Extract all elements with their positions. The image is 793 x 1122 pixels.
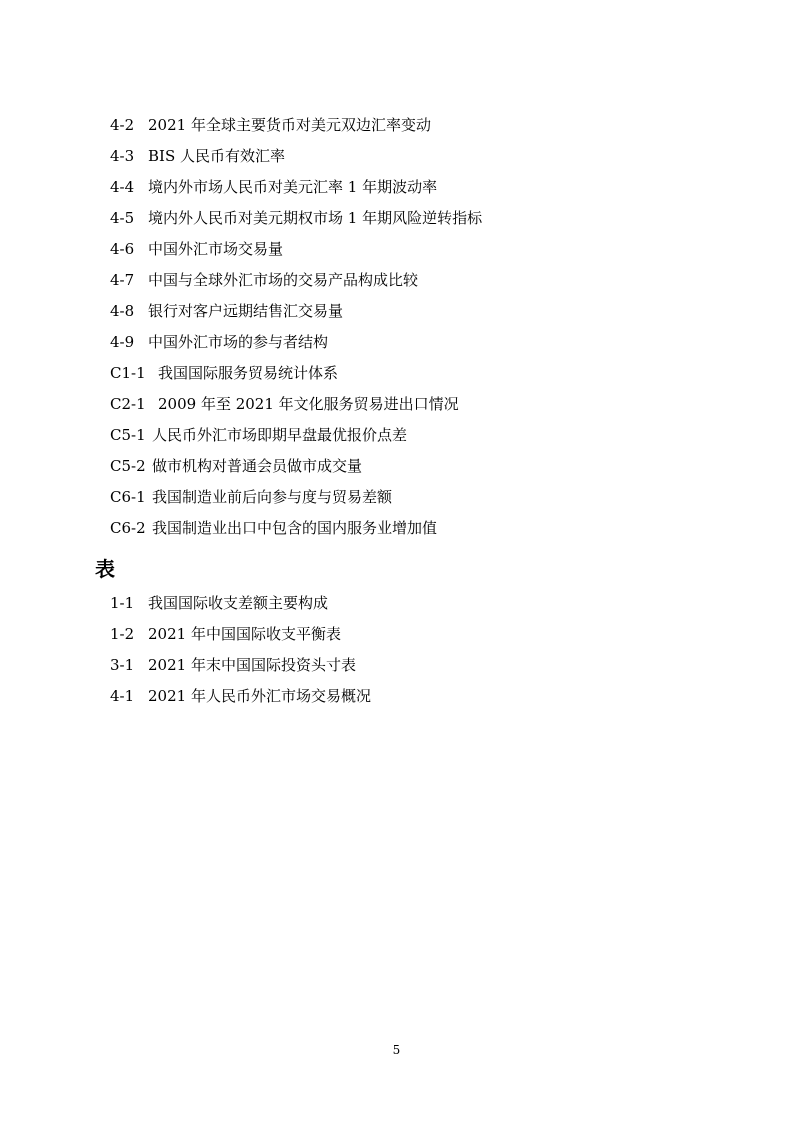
figure-title: 我国制造业前后向参与度与贸易差额 (152, 488, 393, 506)
figure-number: C6-2 (110, 519, 146, 537)
figure-entry (0, 298, 793, 329)
figure-entry (0, 174, 793, 205)
table-number: 1-2 (110, 625, 135, 643)
figure-entry (0, 143, 793, 174)
table-entry (0, 590, 793, 621)
figure-entry (0, 484, 793, 515)
figure-title: 2021 年全球主要货币对美元双边汇率变动 (148, 116, 431, 134)
table-number: 4-1 (110, 687, 135, 705)
figure-entry (0, 236, 793, 267)
figure-title: 银行对客户远期结售汇交易量 (148, 302, 344, 320)
figure-number: C6-1 (110, 488, 146, 506)
figure-title: 做市机构对普通会员做市成交量 (152, 457, 363, 475)
figure-number: 4-9 (110, 333, 135, 351)
figure-title: 2009 年至 2021 年文化服务贸易进出口情况 (158, 395, 459, 413)
figure-title: 中国外汇市场交易量 (148, 240, 284, 258)
figure-number: C2-1 (110, 395, 146, 413)
figure-title: 中国与全球外汇市场的交易产品构成比较 (148, 271, 419, 289)
figure-list (0, 112, 793, 546)
table-title: 我国国际收支差额主要构成 (148, 594, 329, 612)
figure-title: 境内外人民币对美元期权市场 1 年期风险逆转指标 (148, 209, 483, 227)
tables-section-heading: 表 (95, 557, 115, 581)
table-number: 3-1 (110, 656, 135, 674)
figure-title: 人民币外汇市场即期早盘最优报价点差 (152, 426, 408, 444)
figure-title: 我国国际服务贸易统计体系 (158, 364, 339, 382)
figure-title: 我国制造业出口中包含的国内服务业增加值 (152, 519, 438, 537)
table-title: 2021 年中国国际收支平衡表 (148, 625, 341, 643)
figure-number: 4-8 (110, 302, 135, 320)
figure-number: 4-7 (110, 271, 135, 289)
figure-entry (0, 329, 793, 360)
figure-number: 4-3 (110, 147, 135, 165)
figure-entry (0, 453, 793, 484)
page-number: 5 (392, 1043, 401, 1057)
figure-entry (0, 515, 793, 546)
figure-title: BIS 人民币有效汇率 (148, 147, 285, 165)
figure-number: 4-2 (110, 116, 135, 134)
table-number: 1-1 (110, 594, 135, 612)
figure-entry (0, 391, 793, 422)
figure-entry (0, 112, 793, 143)
figure-title: 境内外市场人民币对美元汇率 1 年期波动率 (148, 178, 438, 196)
figure-number: C5-1 (110, 426, 146, 444)
figure-number: C5-2 (110, 457, 146, 475)
figure-number: 4-6 (110, 240, 135, 258)
figure-number: 4-4 (110, 178, 135, 196)
table-list (0, 590, 793, 714)
figure-entry (0, 267, 793, 298)
table-title: 2021 年末中国国际投资头寸表 (148, 656, 356, 674)
figure-entry (0, 360, 793, 391)
figure-entry (0, 205, 793, 236)
figure-number: 4-5 (110, 209, 135, 227)
table-entry (0, 652, 793, 683)
table-entry (0, 683, 793, 714)
figure-title: 中国外汇市场的参与者结构 (148, 333, 329, 351)
figure-number: C1-1 (110, 364, 146, 382)
table-entry (0, 621, 793, 652)
figure-entry (0, 422, 793, 453)
table-title: 2021 年人民币外汇市场交易概况 (148, 687, 371, 705)
